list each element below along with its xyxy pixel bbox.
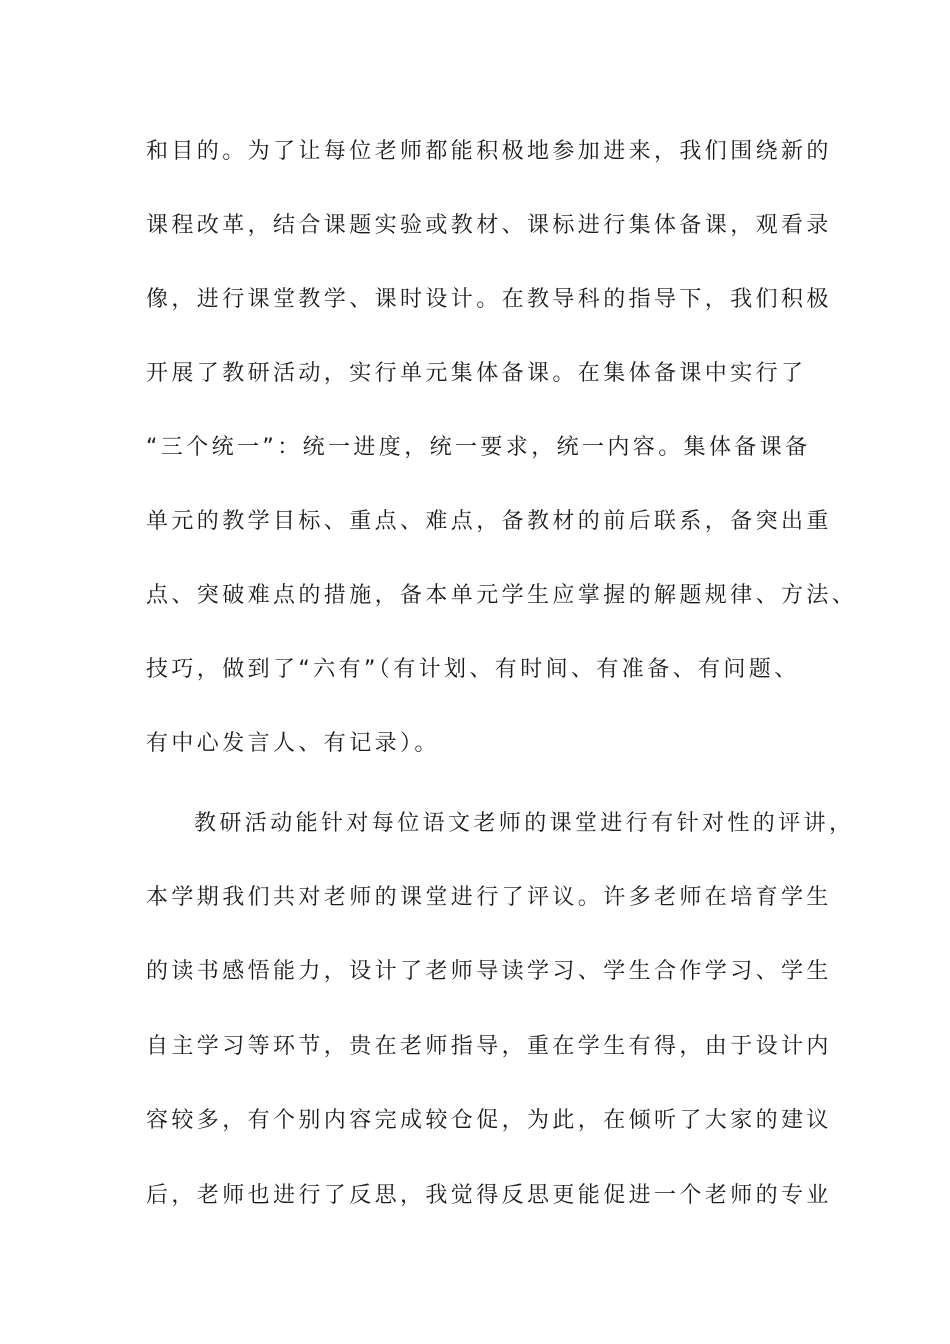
text-line: 技巧，做到了“六有”（有计划、有时间、有准备、有问题、: [146, 657, 800, 682]
text-line: “三个统一”：统一进度，统一要求，统一内容。集体备课备: [146, 435, 811, 460]
text-line: 像，进行课堂教学、课时设计。在教导科的指导下，我们积极: [146, 287, 832, 312]
text-line: 后，老师也进行了反思，我觉得反思更能促进一个老师的专业: [146, 1183, 832, 1208]
text-line: 自主学习等环节，贵在老师指导，重在学生有得，由于设计内: [146, 1034, 832, 1059]
text-line: 课程改革，结合课题实验或教材、课标进行集体备课，观看录: [146, 213, 832, 238]
text-line: 点、突破难点的措施，备本单元学生应掌握的解题规律、方法、: [146, 583, 858, 608]
text-line: 和目的。为了让每位老师都能积极地参加进来，我们围绕新的: [146, 139, 832, 164]
text-line: 本学期我们共对老师的课堂进行了评议。许多老师在培育学生: [146, 885, 832, 910]
paragraph-first-line: 教研活动能针对每位语文老师的课堂进行有针对性的评讲，: [194, 811, 855, 836]
text-line: 容较多，有个别内容完成较仓促，为此，在倾听了大家的建议: [146, 1108, 832, 1133]
text-line: 单元的教学目标、重点、难点，备教材的前后联系，备突出重: [146, 509, 832, 534]
text-line: 有中心发言人、有记录）。: [146, 731, 440, 756]
text-line: 的读书感悟能力，设计了老师导读学习、学生合作学习、学生: [146, 959, 832, 984]
text-line: 开展了教研活动，实行单元集体备课。在集体备课中实行了: [146, 361, 807, 386]
